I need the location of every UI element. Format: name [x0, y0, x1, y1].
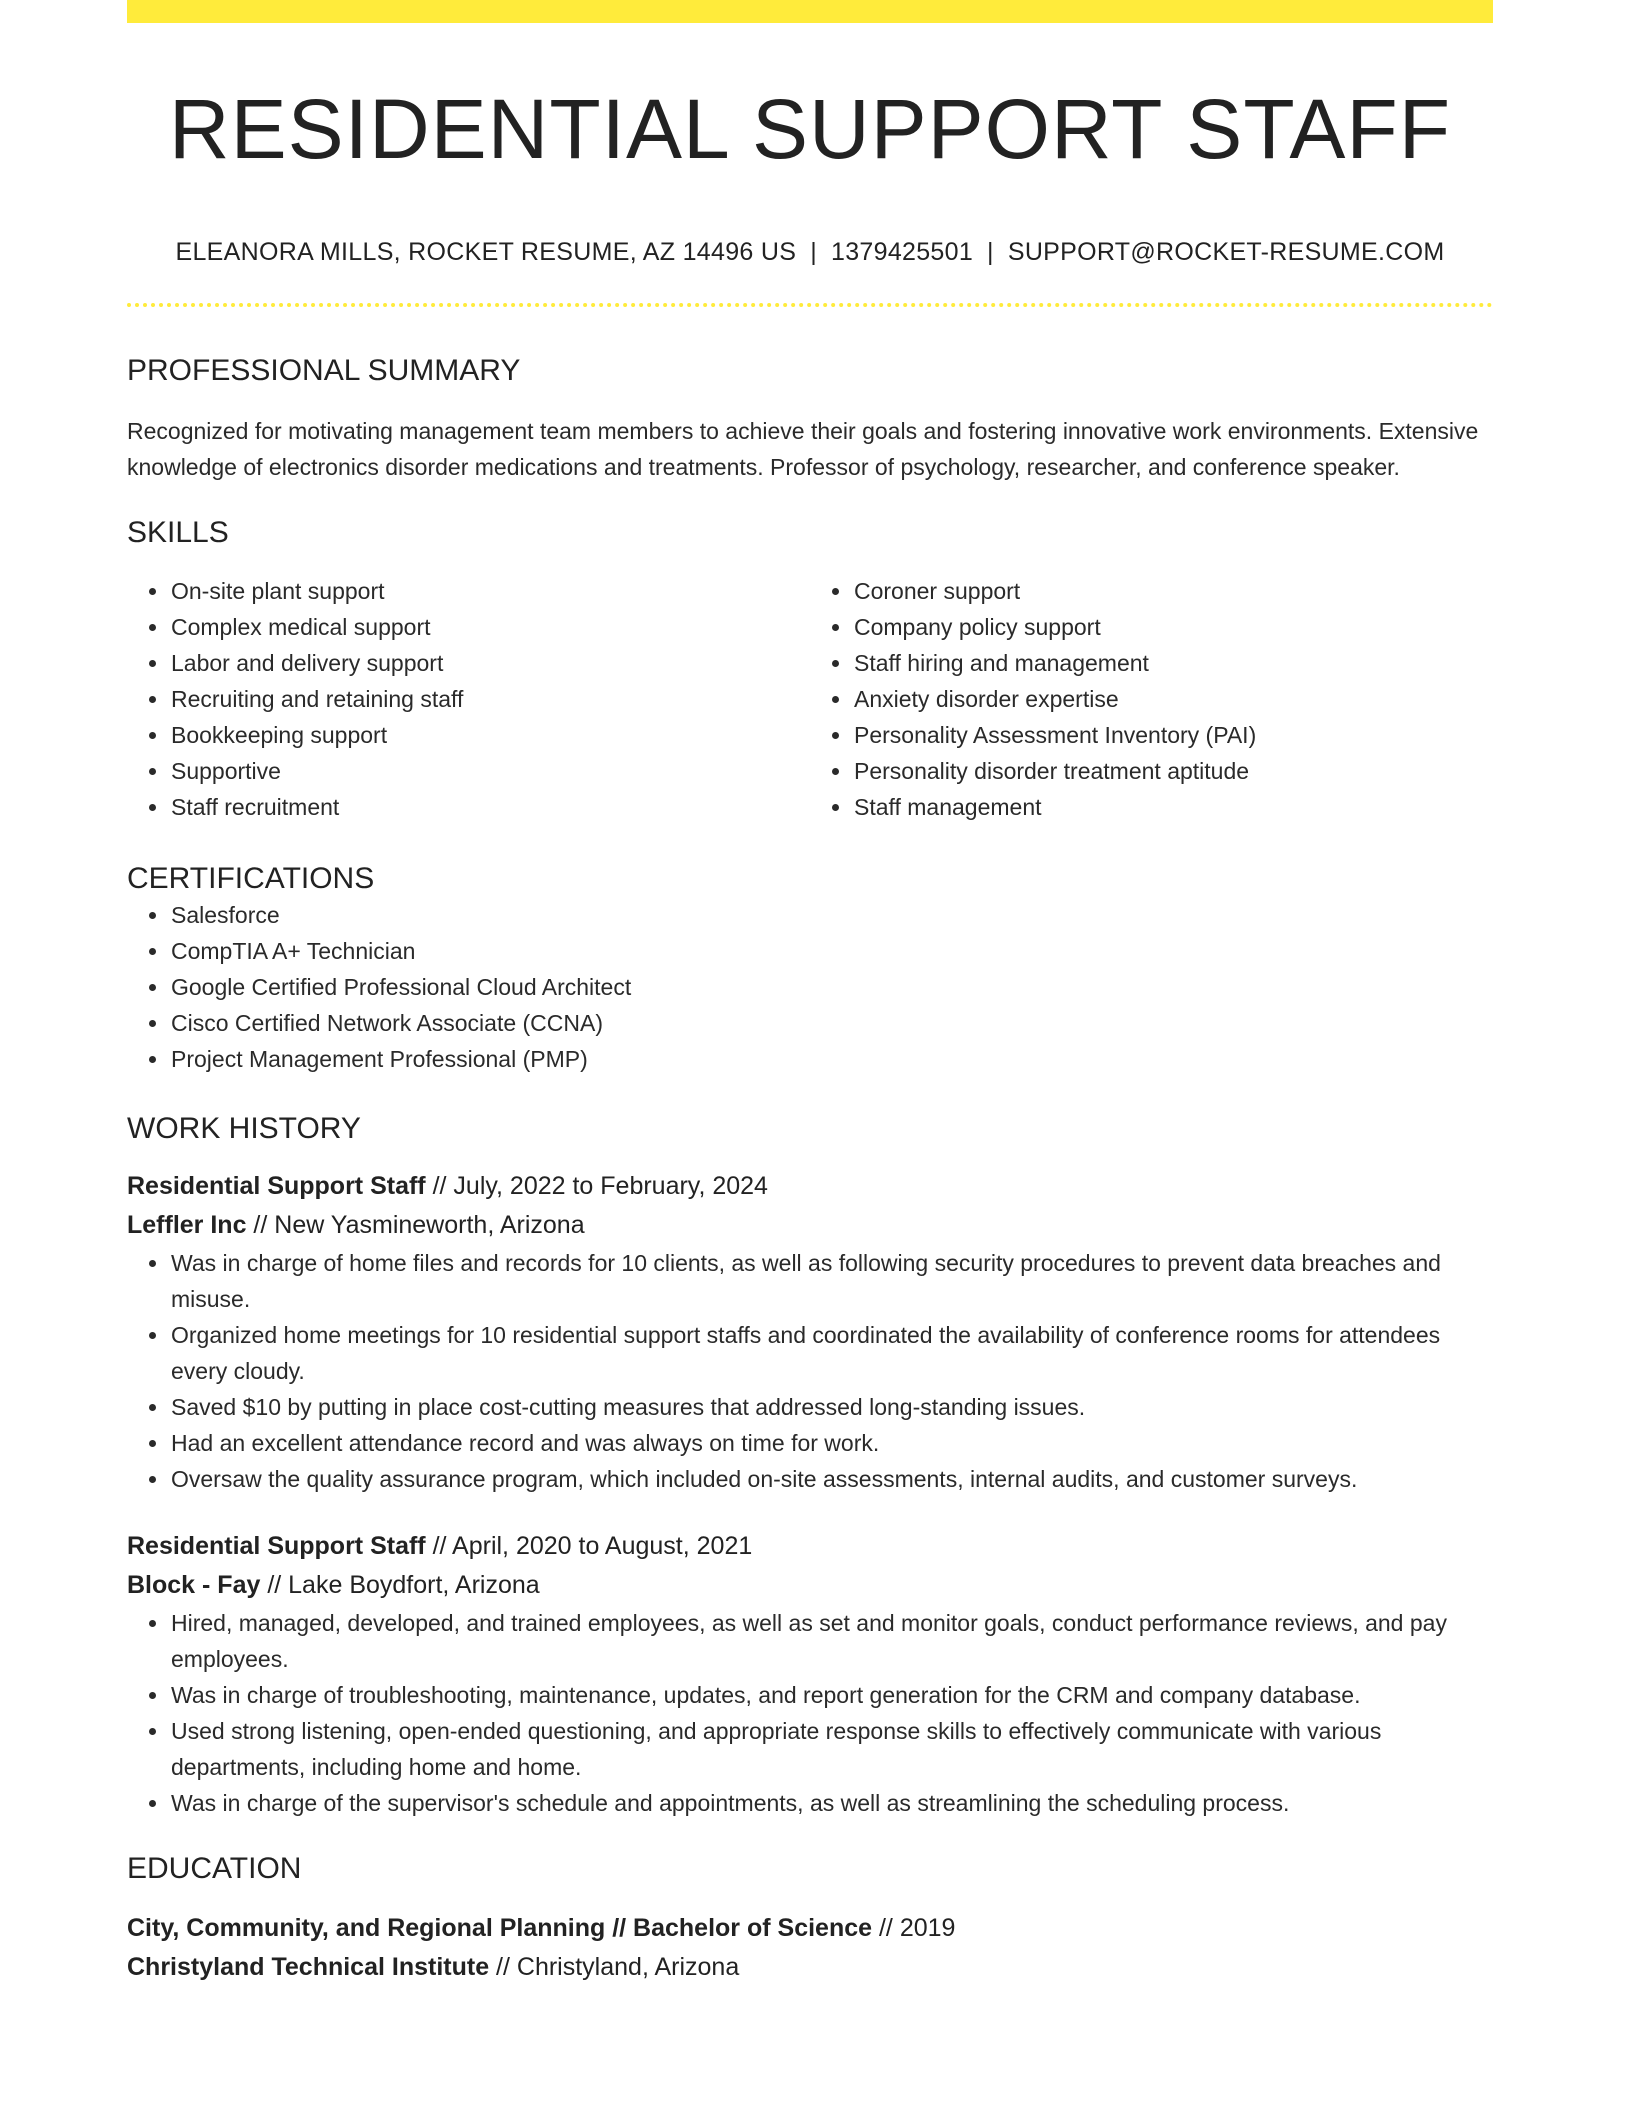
contact-line — [127, 237, 1493, 267]
skills-grid — [127, 573, 1493, 825]
certification-item: • Google Certified Professional Cloud Architect — [170, 969, 1493, 1005]
skills-list-left — [127, 573, 810, 825]
skill-item: • Supportive — [170, 753, 810, 789]
education-school-line — [127, 1948, 1493, 1987]
job-location: // Lake Boydfort, Arizona — [260, 1571, 540, 1600]
job-bullet: • Oversaw the quality assurance program, which included on-site assessments, internal audits, and customer surveys. — [170, 1461, 1493, 1497]
job-bullet: • Saved $10 by putting in place cost-cutting measures that addressed long-standing issues. — [170, 1389, 1493, 1425]
job-title-line — [127, 1167, 1493, 1206]
contact-address: ELEANORA MILLS, ROCKET RESUME, AZ 14496 US — [175, 238, 797, 267]
job-entry — [127, 1527, 1493, 1821]
education-school: Christyland Technical Institute — [127, 1953, 490, 1982]
education-degree-line — [127, 1909, 1493, 1948]
job-company-line — [127, 1206, 1493, 1245]
dotted-divider — [127, 303, 1493, 307]
certification-item: • CompTIA A+ Technician — [170, 933, 1493, 969]
contact-phone: 1379425501 — [831, 238, 974, 267]
job-bullet: • Had an excellent attendance record and was always on time for work. — [170, 1425, 1493, 1461]
job-company: Block - Fay — [127, 1571, 261, 1600]
skill-item: • Recruiting and retaining staff — [170, 681, 810, 717]
contact-email: SUPPORT@ROCKET-RESUME.COM — [1007, 238, 1445, 267]
skill-item: • Bookkeeping support — [170, 717, 810, 753]
section-heading-summary: PROFESSIONAL SUMMARY — [127, 354, 521, 388]
education-location: // Christyland, Arizona — [489, 1953, 740, 1982]
education-entry — [127, 1909, 1493, 1987]
certification-item: • Salesforce — [170, 897, 1493, 933]
job-bullets — [127, 1245, 1493, 1497]
skill-item: • Labor and delivery support — [170, 645, 810, 681]
contact-separator: | — [987, 238, 994, 267]
job-bullets — [127, 1605, 1493, 1821]
summary-paragraph: Recognized for motivating management team members to achieve their goals and fostering innovative work environments. Extensive knowledge of electronics disorder medications and treatments. Professor of psychology, researcher, and conference speaker. — [127, 418, 1479, 481]
education-year: // 2019 — [872, 1914, 956, 1943]
certifications-list — [127, 897, 1493, 1077]
job-bullet: • Hired, managed, developed, and trained employees, as well as set and monitor goals, conduct performance reviews, and pay employees. — [170, 1605, 1493, 1677]
certification-item: • Cisco Certified Network Associate (CCNA) — [170, 1005, 1493, 1041]
skill-item: • Staff recruitment — [170, 789, 810, 825]
accent-top-bar — [127, 0, 1493, 23]
job-bullet: • Was in charge of the supervisor's schedule and appointments, as well as streamlining the scheduling process. — [170, 1785, 1493, 1821]
section-heading-certifications: CERTIFICATIONS — [127, 862, 375, 896]
skill-item: • Staff hiring and management — [853, 645, 1493, 681]
skill-item: • Personality disorder treatment aptitude — [853, 753, 1493, 789]
job-bullet: • Was in charge of troubleshooting, maintenance, updates, and report generation for the CRM and company database. — [170, 1677, 1493, 1713]
education-degree: City, Community, and Regional Planning // Bachelor of Science — [127, 1914, 873, 1943]
job-company-line — [127, 1566, 1493, 1605]
job-bullet: • Used strong listening, open-ended questioning, and appropriate response skills to effectively communicate with various departments, including home and home. — [170, 1713, 1493, 1785]
skill-item: • On-site plant support — [170, 573, 810, 609]
section-heading-work-history: WORK HISTORY — [127, 1112, 361, 1146]
job-location: // New Yasmineworth, Arizona — [246, 1211, 585, 1240]
skills-list-right — [810, 573, 1493, 825]
resume-title: RESIDENTIAL SUPPORT STAFF — [168, 82, 1452, 176]
job-dates: // April, 2020 to August, 2021 — [425, 1532, 753, 1561]
job-dates: // July, 2022 to February, 2024 — [425, 1172, 768, 1201]
job-bullet: • Organized home meetings for 10 residential support staffs and coordinated the availability of conference rooms for attendees every cloudy. — [170, 1317, 1493, 1389]
job-entry — [127, 1167, 1493, 1497]
job-company: Leffler Inc — [127, 1211, 247, 1240]
skill-item: • Staff management — [853, 789, 1493, 825]
skill-item: • Personality Assessment Inventory (PAI) — [853, 717, 1493, 753]
contact-separator: | — [810, 238, 817, 267]
job-title: Residential Support Staff — [127, 1172, 426, 1201]
skill-item: • Complex medical support — [170, 609, 810, 645]
section-heading-education: EDUCATION — [127, 1852, 302, 1886]
section-heading-skills: SKILLS — [127, 516, 229, 550]
skill-item: • Coroner support — [853, 573, 1493, 609]
job-title: Residential Support Staff — [127, 1532, 426, 1561]
skill-item: • Anxiety disorder expertise — [853, 681, 1493, 717]
resume-page — [127, 0, 1493, 1987]
certification-item: • Project Management Professional (PMP) — [170, 1041, 1493, 1077]
skill-item: • Company policy support — [853, 609, 1493, 645]
job-title-line — [127, 1527, 1493, 1566]
job-bullet: • Was in charge of home files and records for 10 clients, as well as following security procedures to prevent data breaches and misuse. — [170, 1245, 1493, 1317]
